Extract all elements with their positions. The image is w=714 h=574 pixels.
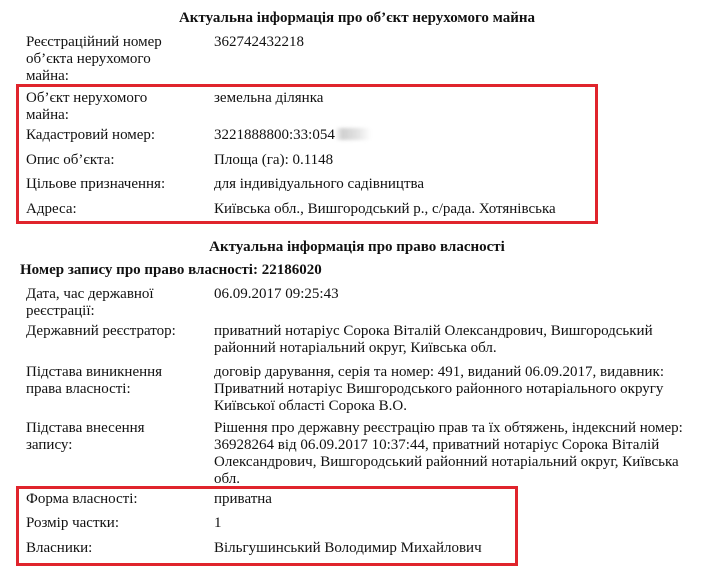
row-value: 1 xyxy=(214,515,222,531)
row-label: Форма власності: xyxy=(26,491,138,507)
row-value: приватна xyxy=(214,491,272,507)
ownership-section-title: Актуальна інформація про право власності xyxy=(209,239,505,255)
object-section-title: Актуальна інформація про об’єкт нерухомого майна xyxy=(178,10,536,26)
row-value: земельна ділянка xyxy=(214,90,324,106)
row-label: Цільове призначення: xyxy=(26,176,166,192)
row-label: Власники: xyxy=(26,540,93,556)
row-value: приватний нотаріус Сорока Віталій Олександрович, Вишгородський районний нотаріальний округ, Київська обл. xyxy=(214,323,653,356)
row-label: Реєстраційний номер об’єкта нерухомого майна: xyxy=(26,34,162,84)
row-label: Державний реєстратор: xyxy=(26,323,176,339)
row-label: Опис об’єкта: xyxy=(26,152,115,168)
row-label: Підстава внесення запису: xyxy=(26,420,145,453)
cadastral-value-wrap xyxy=(214,127,704,144)
row-value: 362742432218 xyxy=(214,34,304,50)
row-value: договір дарування, серія та номер: 491, виданий 06.09.2017, видавник: Приватний нотаріус Вишгородського районного нотаріального округу Київської області Сорока В.О. xyxy=(214,364,664,414)
row-label: Кадастровий номер: xyxy=(26,127,156,143)
row-value: Вільгушинський Володимир Михайлович xyxy=(214,540,482,556)
row-label: Підстава виникнення права власності: xyxy=(26,364,163,397)
row-label: Об’єкт нерухомого майна: xyxy=(26,90,148,123)
redacted-blur xyxy=(335,128,371,140)
row-value: для індивідуального садівництва xyxy=(214,176,425,192)
row-value: 3221888800:33:054 xyxy=(214,127,335,143)
row-value: Площа (га): 0.1148 xyxy=(214,152,334,168)
row-label: Адреса: xyxy=(26,201,77,217)
ownership-record-number: Номер запису про право власності: 22186020 xyxy=(20,262,322,278)
row-label: Дата, час державної реєстрації: xyxy=(26,286,154,319)
row-value: Київська обл., Вишгородський р., с/рада. Хотянівська xyxy=(214,201,556,217)
row-value: Рішення про державну реєстрацію прав та їх обтяжень, індексний номер: 36928264 від 06.09.2017 10:37:44, приватний нотаріус Сорока Віталій Олександрович, Вишгородський районний нотаріальний округ, Київська обл. xyxy=(214,420,683,487)
row-value: 06.09.2017 09:25:43 xyxy=(214,286,339,302)
row-label: Розмір частки: xyxy=(26,515,119,531)
